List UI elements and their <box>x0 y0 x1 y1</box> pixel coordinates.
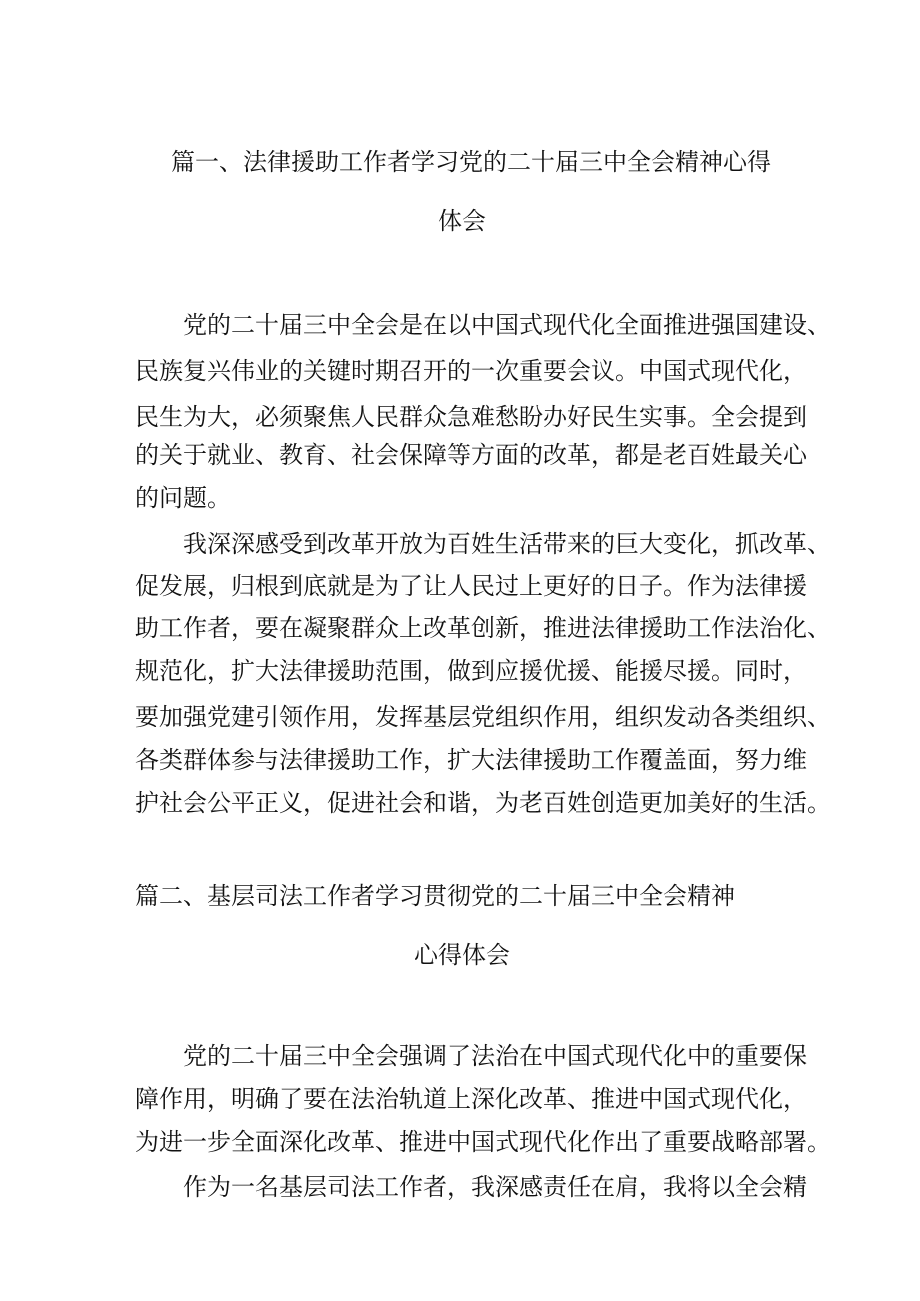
section1-p2-line: 我深深感受到改革开放为百姓生活带来的巨大变化，抓改革、 <box>183 530 831 558</box>
section1-p2-line: 要加强党建引领作用，发挥基层党组织作用，组织发动各类组织、 <box>135 703 831 731</box>
section1-p2-line: 助工作者，要在凝聚群众上改革创新，推进法律援助工作法治化、 <box>135 614 831 642</box>
section2-title-line1: 篇二、基层司法工作者学习贯彻党的二十届三中全会精神 <box>135 882 735 910</box>
section2-p1-line: 障作用，明确了要在法治轨道上深化改革、推进中国式现代化， <box>135 1085 807 1113</box>
section1-p1-line: 民生为大，必须聚焦人民群众急难愁盼办好民生实事。全会提到 <box>135 403 807 431</box>
section2-p1-line: 为进一步全面深化改革、推进中国式现代化作出了重要战略部署。 <box>135 1128 831 1156</box>
section2-title-line2: 心得体会 <box>414 941 510 969</box>
section1-p2-line: 促发展，归根到底就是为了让人民过上更好的日子。作为法律援 <box>135 572 807 600</box>
section1-p1-line: 的问题。 <box>135 484 231 512</box>
section1-p2-line: 护社会公平正义，促进社会和谐，为老百姓创造更加美好的生活。 <box>135 789 831 817</box>
section1-p2-line: 规范化，扩大法律援助范围，做到应援优援、能援尽援。同时， <box>135 657 807 685</box>
section1-p2-line: 各类群体参与法律援助工作，扩大法律援助工作覆盖面，努力维 <box>135 746 807 774</box>
section1-p1-line: 民族复兴伟业的关键时期召开的一次重要会议。中国式现代化， <box>135 357 807 385</box>
section2-p1-line: 党的二十届三中全会强调了法治在中国式现代化中的重要保 <box>183 1042 807 1070</box>
section2-p2-line: 作为一名基层司法工作者，我深感责任在肩，我将以全会精 <box>183 1173 807 1201</box>
section1-p1-line: 的关于就业、教育、社会保障等方面的改革，都是老百姓最关心 <box>135 441 807 469</box>
section1-title-line2: 体会 <box>438 207 486 235</box>
section1-p1-line: 党的二十届三中全会是在以中国式现代化全面推进强国建设、 <box>183 311 831 339</box>
section1-title-line1: 篇一、法律援助工作者学习党的二十届三中全会精神心得 <box>171 148 771 176</box>
